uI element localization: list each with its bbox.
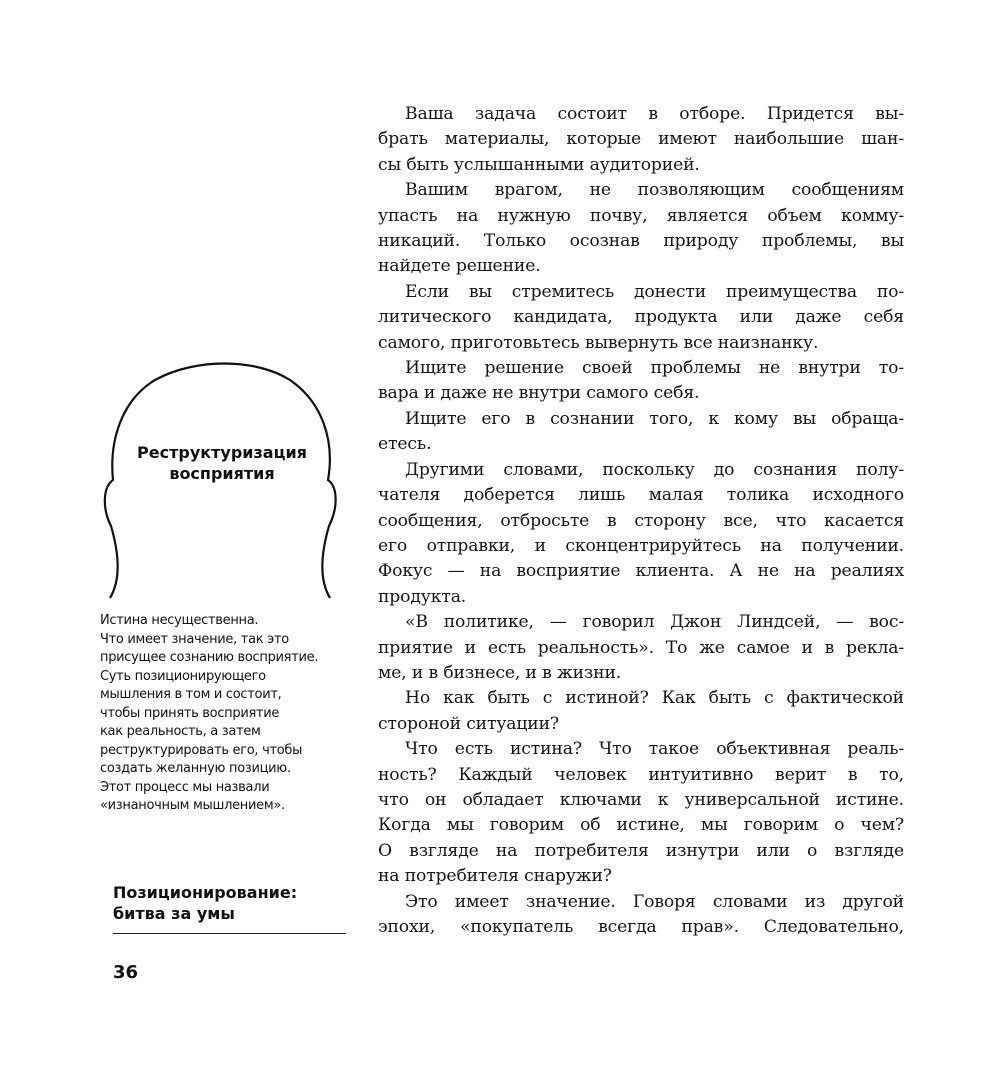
page-number: 36 <box>113 962 139 983</box>
head-silhouette-figure <box>100 360 340 600</box>
body-line: стороной ситуации? <box>378 713 559 734</box>
body-line: Фокус — на восприятие клиента. А не на реалиях <box>378 561 904 582</box>
body-line: етесь. <box>378 434 432 455</box>
section-divider <box>113 933 346 934</box>
sidebar-note-line: мышления в том и состоит, <box>100 687 282 702</box>
body-line: Это имеет значение. Говоря словами из другой <box>405 891 904 912</box>
sidebar-note-line: как реальность, а затем <box>100 724 261 739</box>
sidebar-note-line: создать желанную позицию. <box>100 761 291 776</box>
sidebar-note <box>100 612 360 816</box>
section-heading-line: Позиционирование: <box>113 883 298 902</box>
sidebar-note-line: реструктурировать его, чтобы <box>100 742 303 758</box>
body-line: Но как быть с истиной? Как быть с фактической <box>405 688 904 709</box>
body-line: Когда мы говорим об истине, мы говорим о чем? <box>378 815 904 836</box>
body-line: самого, приготовьтесь вывернуть все наизнанку. <box>378 332 819 353</box>
body-line: «В политике, — говорил Джон Линдсей, — вос- <box>405 612 904 633</box>
figure-title-line: восприятия <box>169 464 275 483</box>
body-line: Вашим врагом, не позволяющим сообщениям <box>405 180 904 201</box>
body-line: упасть на нужную почву, является объем комму- <box>378 205 904 226</box>
section-heading-line: битва за умы <box>113 904 235 923</box>
body-line: Другими словами, поскольку до сознания полу- <box>405 459 904 480</box>
main-body-text <box>378 102 904 940</box>
sidebar-note-line: Что имеет значение, так это <box>100 631 289 647</box>
body-line: на потребителя снаружи? <box>378 866 612 887</box>
body-line: что он обладает ключами к универсальной истине. <box>378 789 904 810</box>
body-line: брать материалы, которые имеют наибольшие шан- <box>378 129 904 150</box>
body-line: эпохи, «покупатель всегда прав». Следовательно, <box>378 917 904 937</box>
sidebar-note-line: «изнаночным мышлением». <box>100 798 285 813</box>
figure-title-line: Реструктуризация <box>137 443 307 462</box>
body-line: Если вы стремитесь донести преимущества по- <box>405 281 904 302</box>
section-heading <box>113 882 353 924</box>
body-line: сообщения, отбросьте в сторону все, что касается <box>378 510 904 531</box>
body-line: приятие и есть реальность». То же самое и в рекла- <box>378 637 904 658</box>
sidebar-note-line: присущее сознанию восприятие. <box>100 650 319 665</box>
body-line: найдете решение. <box>378 256 541 277</box>
body-line: литического кандидата, продукта или даже себя <box>378 307 904 328</box>
body-line: ме, и в бизнесе, и в жизни. <box>378 662 622 683</box>
body-line: Ваша задача состоит в отборе. Придется вы- <box>405 104 904 124</box>
figure-title <box>108 442 336 484</box>
sidebar-note-line: Этот процесс мы назвали <box>100 779 270 795</box>
body-line: вара и даже не внутри самого себя. <box>378 383 700 404</box>
body-line: Ищите его в сознании того, к кому вы обраща- <box>405 408 904 429</box>
body-line: никаций. Только осознав природу проблемы, вы <box>378 231 904 252</box>
sidebar-note-line: Истина несущественна. <box>100 613 259 628</box>
body-line: Ищите решение своей проблемы не внутри то- <box>405 358 904 379</box>
body-line: продукта. <box>378 586 467 607</box>
body-line: Что есть истина? Что такое объективная реаль- <box>405 739 904 760</box>
sidebar-note-line: чтобы принять восприятие <box>100 705 280 721</box>
body-line: его отправки, и сконцентрируйтесь на получении. <box>378 535 904 556</box>
body-line: чателя доберется лишь малая толика исходного <box>378 485 904 506</box>
body-line: ность? Каждый человек интуитивно верит в то, <box>378 764 904 785</box>
sidebar-note-line: Суть позиционирующего <box>100 668 266 684</box>
body-line: О взгляде на потребителя изнутри или о взгляде <box>378 840 904 861</box>
body-line: сы быть услышанными аудиторией. <box>378 154 700 175</box>
